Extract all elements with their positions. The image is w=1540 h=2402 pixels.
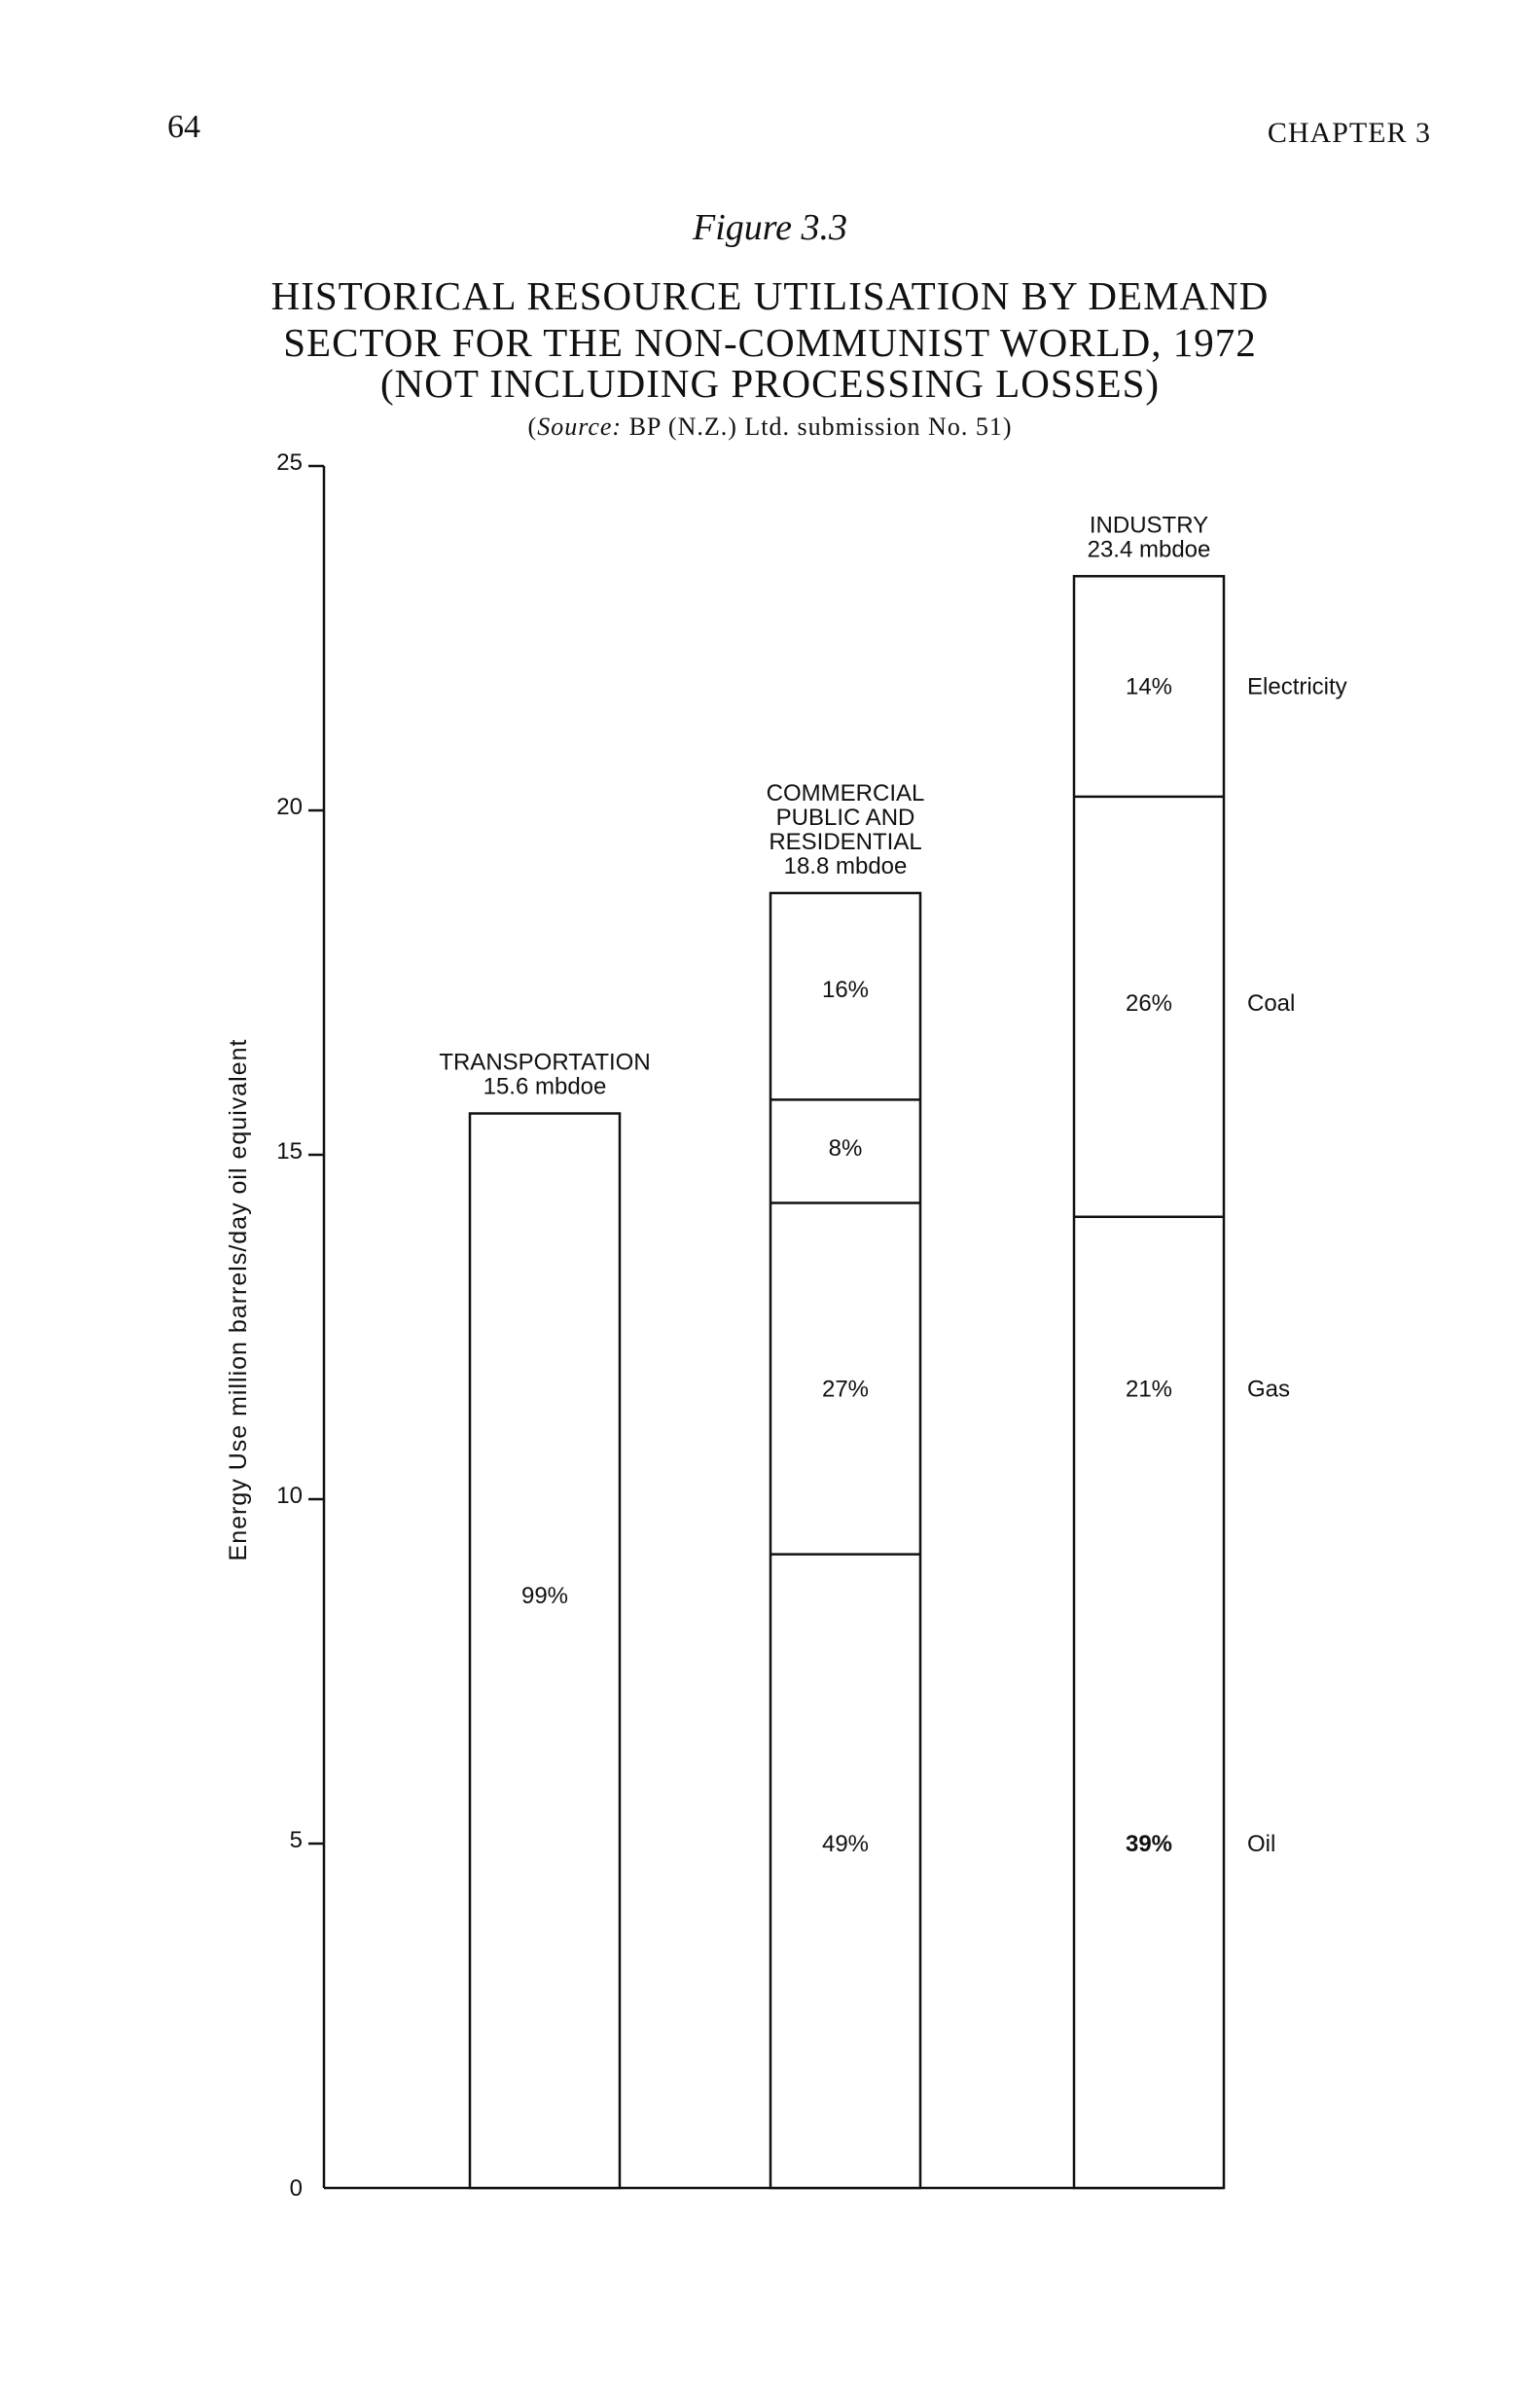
y-tick-label: 15 [276, 1138, 303, 1165]
segment-percent-label: 21% [1125, 1376, 1173, 1403]
fuel-label-oil: Oil [1247, 1831, 1276, 1857]
segment-percent-label: 49% [821, 1831, 870, 1857]
source-open-paren: ( [527, 412, 538, 441]
fuel-label-coal: Coal [1247, 990, 1296, 1018]
category-label-line: PUBLIC AND [775, 804, 915, 831]
category-label-line: RESIDENTIAL [769, 828, 922, 855]
segment-percent-label: 8% [828, 1134, 863, 1162]
segment-percent-label: 14% [1125, 673, 1173, 700]
source-label: Source: [537, 412, 623, 441]
y-tick-label: 10 [276, 1483, 303, 1509]
bar-0 [470, 1114, 620, 2188]
segment-percent-label: 39% [1125, 1831, 1173, 1857]
bar-1 [770, 893, 920, 2188]
segment-percent-label: 16% [821, 977, 870, 1004]
page-number: 64 [167, 109, 200, 145]
category-label-line: 23.4 mbdoe [1087, 536, 1211, 563]
category-label-line: 18.8 mbdoe [783, 852, 908, 879]
y-tick-label: 5 [289, 1827, 303, 1853]
category-label-line: 15.6 mbdoe [483, 1073, 607, 1100]
source-text: BP (N.Z.) Ltd. submission No. 51) [622, 412, 1013, 441]
category-label-line: TRANSPORTATION [439, 1049, 651, 1076]
chart-title-line-2: SECTOR FOR THE NON-COMMUNIST WORLD, 1972 [283, 320, 1257, 365]
fuel-label-gas: Gas [1247, 1376, 1291, 1403]
category-label-line: INDUSTRY [1089, 512, 1209, 539]
segment-percent-label: 27% [821, 1376, 870, 1403]
y-tick-label: 20 [276, 794, 303, 820]
y-tick-label: 0 [289, 2175, 303, 2202]
chapter-heading: CHAPTER 3 [1267, 117, 1431, 149]
chart-title-line-3: (NOT INCLUDING PROCESSING LOSSES) [379, 361, 1161, 406]
category-label-line: COMMERCIAL [766, 779, 925, 807]
fuel-label-electricity: Electricity [1247, 673, 1347, 700]
y-tick-label: 25 [276, 449, 303, 476]
chart-title-line-1: HISTORICAL RESOURCE UTILISATION BY DEMAND [270, 273, 1270, 318]
segment-percent-label: 99% [520, 1583, 569, 1610]
segment-percent-label: 26% [1125, 990, 1173, 1018]
y-axis-title: Energy Use million barrels/day oil equivalent [225, 1038, 252, 1561]
figure-label: Figure 3.3 [692, 207, 847, 248]
